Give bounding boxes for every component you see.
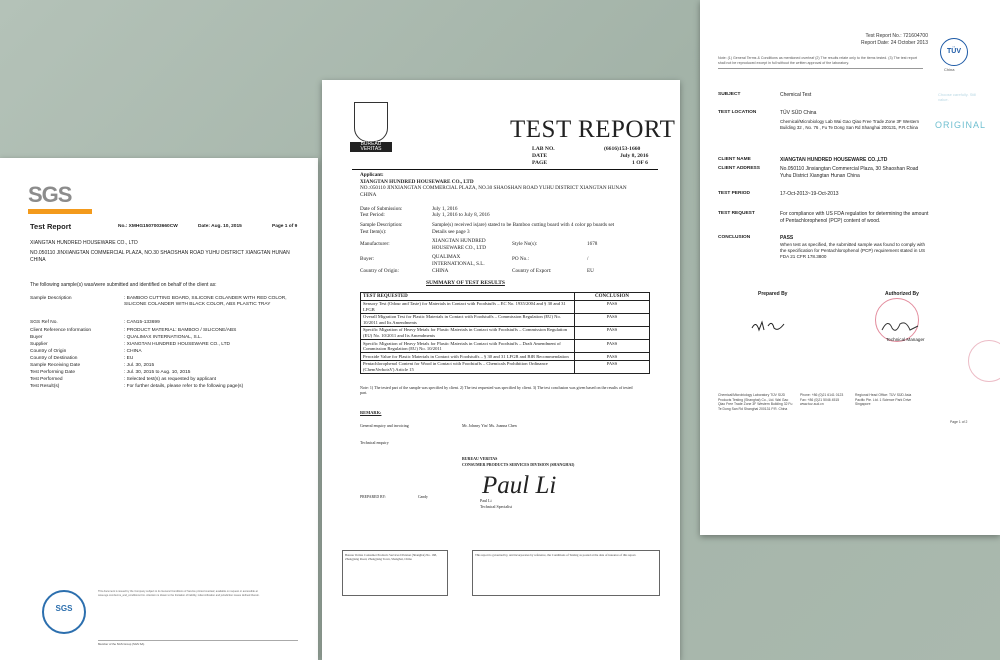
bv-style-value: 1678 bbox=[587, 241, 598, 247]
bv-result-conclusion: PASS bbox=[575, 326, 650, 339]
bv-result-row bbox=[361, 313, 650, 326]
sgs-logo-icon: SGS bbox=[28, 182, 72, 207]
bv-result-requested: Specific Migration of Heavy Metals for Plastic Materials in Contact with Foodstuffs – Commission Regulation (EU) No. 10/2011 and Its Amendments bbox=[361, 326, 575, 339]
bv-result-conclusion: PASS bbox=[575, 360, 650, 373]
bv-sign-title: Technical Specialist bbox=[480, 504, 513, 509]
bv-manufacturer-label: Manufacturer: bbox=[360, 241, 390, 247]
bv-results-body bbox=[361, 300, 650, 374]
bv-buyer-value: QUALIMAX INTERNATIONAL, S.L. bbox=[432, 254, 485, 267]
bv-result-conclusion: PASS bbox=[575, 353, 650, 361]
tuv-watermark-small: Choose carefully. Still value. bbox=[938, 92, 977, 102]
bv-footer-right: This report is governed by, and incorporates by reference, the Conditions of Testing as posted at the date of issuance of this report. bbox=[472, 550, 660, 596]
bv-th-requested: TEST REQUESTED bbox=[361, 293, 575, 301]
sgs-field-value: : Selected test(s) as requested by applicant bbox=[124, 377, 216, 382]
sgs-field-label: Country of Destination bbox=[30, 356, 78, 361]
bv-prepared-label: PREPARED BY: bbox=[360, 495, 386, 499]
bv-result-requested: Pentachlorophenol Content for Wood in Contact with Foodstuffs – Chemicals Prohibition Ordinance (ChemVerbotsV) Article 15 bbox=[361, 360, 575, 373]
bv-page-label: PAGE bbox=[532, 160, 548, 166]
bv-prepared-name: Candy bbox=[418, 495, 428, 499]
bv-sign-name: Paul Li bbox=[480, 498, 492, 503]
bv-result-conclusion: PASS bbox=[575, 300, 650, 313]
sgs-page: Page 1 of 9 bbox=[272, 224, 298, 229]
sgs-field-value: : XIANGTAN HUNDRED HOUSEWARE CO., LTD bbox=[124, 342, 230, 347]
bv-export-label: Country of Export: bbox=[512, 268, 552, 274]
bv-remark: REMARK: bbox=[360, 410, 382, 415]
bv-sample-desc-value: Sample(s) received is(are) stated to be Bamboo cutting board with 4 color pp boards set bbox=[432, 222, 615, 228]
bv-results-table bbox=[360, 292, 650, 374]
tuv-footer-right: Regional Head Office: TÜV SÜD Asia Pacific Pte. Ltd. 1 Science Park Drive Singapore bbox=[855, 393, 912, 407]
sgs-field-value: : Jul. 30, 2015 bbox=[124, 363, 155, 368]
bv-origin-value: CHINA bbox=[432, 268, 449, 274]
sgs-address: NO.050110 JINXIANGTAN COMMERCIAL PLAZA, NO.30 SHAOSHAN ROAD YUHU DISTRICT XIANGTAN HUNAN CHINA bbox=[30, 250, 290, 263]
bv-date-sub-value: July 1, 2016 bbox=[432, 206, 458, 212]
sgs-field-value: : EU bbox=[124, 356, 134, 361]
bv-contacts: Mr. Johnny Yin/ Ms. Joanna Chen bbox=[462, 423, 517, 428]
bv-result-conclusion: PASS bbox=[575, 313, 650, 326]
sgs-field-value: : For further details, please refer to the following page(s) bbox=[124, 384, 244, 389]
bv-general: General enquiry and invoicing bbox=[360, 423, 409, 428]
bv-name: BUREAU VERITAS bbox=[462, 456, 498, 461]
bv-date-sub-label: Date of Submission: bbox=[360, 206, 403, 212]
bv-test-period-value: July 1, 2016 to July 8, 2016 bbox=[432, 212, 490, 218]
bv-date-label: DATE bbox=[532, 153, 548, 159]
sgs-logo-bar bbox=[28, 209, 92, 214]
tuv-notes: Note: (1) General Terms & Conditions as mentioned overleaf (2) The results relate only to the items tested. (3) The test report shall not be reproduced except in full without the written approval of the laboratory. bbox=[718, 56, 923, 69]
bv-result-requested: Overall Migration Test for Plastic Materials in Contact with Foodstuffs – Commission Regulation (EU) No. 10/2011 and Its Amendments bbox=[361, 313, 575, 326]
tuv-technical-manager: Technical Manager bbox=[886, 337, 925, 342]
tuv-prepared-by: Prepared By bbox=[758, 291, 788, 297]
sgs-field-label: Test Performing Date bbox=[30, 370, 76, 375]
bv-applicant-name: XIANGTAN HUNDRED HOUSEWARE CO., LTD bbox=[360, 179, 474, 185]
bv-signature: Paul Li bbox=[482, 472, 557, 499]
bv-result-row bbox=[361, 326, 650, 339]
bv-summary-title: SUMMARY OF TEST RESULTS bbox=[426, 280, 505, 286]
sgs-field-label: SGS Ref No. bbox=[30, 320, 58, 325]
sgs-field-value: : Jul. 30, 2015 to Aug. 10, 2015 bbox=[124, 370, 191, 375]
bv-test-items-value: Details see page 3 bbox=[432, 229, 470, 235]
tuv-watermark: ORIGINAL bbox=[935, 120, 987, 130]
bv-result-requested: Specific Migration of Heavy Metals for Plastic Materials in Contact with Foodstuffs – Draft Amendment of Commission Regulation (EU) No. 10/2011 bbox=[361, 340, 575, 353]
bv-th-conclusion: CONCLUSION bbox=[575, 293, 650, 301]
sgs-report-date: Date: Aug. 10, 2015 bbox=[198, 224, 242, 229]
sgs-seal-icon: SGS bbox=[42, 590, 86, 634]
sgs-field-value: : PRODUCT MATERIAL: BAMBOO / SILICONE/ABS bbox=[124, 328, 237, 333]
bv-lab-no-label: LAB NO. bbox=[532, 146, 555, 152]
bv-result-row bbox=[361, 353, 650, 361]
bv-division: CONSUMER PRODUCTS SERVICES DIVISION (SHANGHAI) bbox=[462, 462, 575, 467]
bv-po-label: PO No.: bbox=[512, 256, 530, 262]
sgs-report-no: No.: XMHG1507003660CW bbox=[118, 224, 178, 229]
bv-result-requested: Sensory Test (Odour and Taste) for Materials in Contact with Foodstuffs – EC No. 1935/2004 and § 30 and 31 LFGB bbox=[361, 300, 575, 313]
sgs-field-value: : BAMBOO CUTTING BOARD, SILICONE COLANDER WITH RED COLOR, SILICONE COLANDER WITH BLACK COLOR, ABS PLASTIC TRAY bbox=[124, 296, 287, 308]
bv-result-row bbox=[361, 340, 650, 353]
sgs-field-value: : QUALIMAX INTERNATIONAL, S.L. bbox=[124, 335, 203, 340]
tuv-footer-left: Chemical/Microbiology Laboratory TÜV SÜD Products Testing (Shanghai) Co., Ltd. Wai Gao Qiao Free Trade Zone 3F Western Building 32 Fu Te Dong San Rd Shanghai 200131 P.R. China bbox=[718, 393, 793, 411]
bv-result-requested: Peroxide Value for Plastic Materials in Contact with Foodstuffs – § 30 and 31 LFGB and BfR Recommendation bbox=[361, 353, 575, 361]
bv-applicant-addr: NO.:050110 JINXIANGTAN COMMERCIAL PLAZA, NO.30 SHAOSHAN ROAD YUHU DISTRICT XIANGTAN HUNAN CHINA bbox=[360, 185, 627, 198]
bv-results-header bbox=[361, 293, 650, 301]
sgs-field-label: Supplier bbox=[30, 342, 48, 347]
sgs-field-label: Client Reference Information bbox=[30, 328, 92, 333]
sgs-fine-print: This document is issued by the Company subject to its General Conditions of Service printed overleaf, available on request or accessible at www.sgs.com/terms_and_conditions.htm. Attention is drawn to the limitation of liability, indemnification and jurisdiction issues defined therein. bbox=[98, 590, 260, 597]
tuv-authorized-by: Authorized By bbox=[885, 291, 919, 297]
sgs-field-value: : CHINA bbox=[124, 349, 142, 354]
sgs-field-label: Test Performed bbox=[30, 377, 63, 382]
tuv-test-report: Test Report No.: 721604700 Report Date: 24 October 2013 TÜV China Note: (1) General Terms & Conditions as mentioned overleaf (2) The results relate only to the items tested. (3) The test report shall not be reproduced except in full without the written approval of the laboratory. Choose carefully. Still value. ORIGINAL SUBJECT Chemical Test TEST LOCATION TÜV SÜD China Chemical/Microbiology Lab Wai Gao Qiao Free Trade Zone 3F Western Building 32 , No. 76 , Fu Te Dong San Rd Shanghai 200131, P.R.China CLIENT NAME XIANGTAN HUNDRED HOUSEWARE CO.,LTD CLIENT ADDRESS No.050110 Jinxiangtan Commercial Plaza, 30 Shaoshan Road Yuhu District Xiangtan Hunan China TEST PERIOD 17-Oct-2013~19-Oct-2013 TEST REQUEST For compliance with US FDA regulation for determining the amount of Pentachlorophenol (PCP) content of wood. CONCLUSION PASS When test as specified, the submitted sample was found to comply with the specification for Pentachlorophenol (PCP) requirement stated in US FDA 21 CFR 178.3800 Prepared By Authorized By Technical Manager Chemical/Microbiology Laboratory TÜV SÜD Products Testing (Shanghai) Co., Ltd. Wai Gao Qiao Free Trade Zone 3F Western Building 32 Fu Te Dong San Rd Shanghai 200131 P.R. China Phone: +86 (0)21 6141 0123 Fax: +86 (0)21 5046 4515 www.tuv-sud.cn Regional Head Office: TÜV SÜD Asia Pacific Pte. Ltd. 1 Science Park Drive Singapore Page 1 of 2 bbox=[700, 0, 1000, 535]
bv-test-items-label: Test Item(s): bbox=[360, 229, 387, 235]
tuv-report-no: Test Report No.: 721604700 bbox=[865, 33, 928, 39]
bv-result-row bbox=[361, 300, 650, 313]
bv-date-value: July 8, 2016 bbox=[620, 153, 649, 159]
bv-sample-desc-label: Sample Description: bbox=[360, 222, 403, 228]
bv-footer-left: Bureau Veritas Consumer Products Services Division (Shanghai) No. 168, Zhangjiang Road, Zhangjiang Town, Shanghai, China bbox=[342, 550, 448, 596]
tuv-logo-sub: China bbox=[944, 67, 955, 72]
sgs-field-label: Country of Origin bbox=[30, 349, 67, 354]
bv-title: TEST REPORT bbox=[510, 116, 676, 143]
sgs-field-label: Sample Description bbox=[30, 296, 72, 301]
sgs-field-value: : CAN15-133699 bbox=[124, 320, 160, 325]
tuv-page: Page 1 of 2 bbox=[950, 420, 968, 424]
tuv-logo-icon: TÜV bbox=[940, 38, 968, 66]
sgs-intro: The following sample(s) was/were submitted and identified on behalf of the client as: bbox=[30, 282, 217, 288]
bv-result-conclusion: PASS bbox=[575, 340, 650, 353]
bv-origin-label: Country of Origin: bbox=[360, 268, 399, 274]
bv-technical: Technical enquiry bbox=[360, 440, 389, 445]
tuv-prepared-signature bbox=[750, 318, 790, 334]
bv-applicant-label: Applicant: bbox=[360, 172, 384, 178]
sgs-title: Test Report bbox=[30, 222, 72, 231]
tuv-authorized-signature bbox=[880, 318, 922, 336]
sgs-field-label: Sample Receiving Date bbox=[30, 363, 81, 368]
sgs-field-label: Buyer bbox=[30, 335, 43, 340]
tuv-report-date: Report Date: 24 October 2013 bbox=[861, 40, 928, 46]
bv-export-value: EU bbox=[587, 268, 594, 274]
bv-po-value: / bbox=[587, 256, 589, 262]
bv-buyer-label: Buyer: bbox=[360, 256, 375, 262]
bv-style-label: Style No(s): bbox=[512, 241, 538, 247]
bv-result-row bbox=[361, 360, 650, 373]
sgs-test-report bbox=[0, 158, 318, 660]
bv-logo-icon bbox=[354, 102, 388, 142]
bv-page-value: 1 OF 6 bbox=[632, 160, 648, 166]
bv-test-report bbox=[322, 80, 680, 660]
sgs-field-label: Test Result(s) bbox=[30, 384, 60, 389]
bv-test-period-label: Test Period: bbox=[360, 212, 385, 218]
tuv-stamp-icon-2 bbox=[968, 340, 1000, 382]
bv-divider bbox=[352, 169, 658, 170]
bv-manufacturer-value: XIANGTAN HUNDRED HOUSEWARE CO., LTD bbox=[432, 238, 486, 251]
bv-lab-no-value: (6616)153-1660 bbox=[604, 146, 641, 152]
tuv-header bbox=[861, 33, 928, 47]
tuv-footer-mid: Phone: +86 (0)21 6141 0123 Fax: +86 (0)21 5046 4515 www.tuv-sud.cn bbox=[800, 393, 844, 407]
bv-note: Note: 1) The tested part of the sample was specified by client. 2) The test requested was specified by client. 3) The test conclusion was given based on the results of tested part. bbox=[360, 385, 633, 395]
bv-logo-text: BUREAU VERITAS bbox=[350, 142, 392, 152]
sgs-bottom: Member of the SGS Group (SGS SA) bbox=[98, 640, 298, 646]
sgs-client: XIANGTAN HUNDRED HOUSEWARE CO., LTD bbox=[30, 240, 138, 246]
